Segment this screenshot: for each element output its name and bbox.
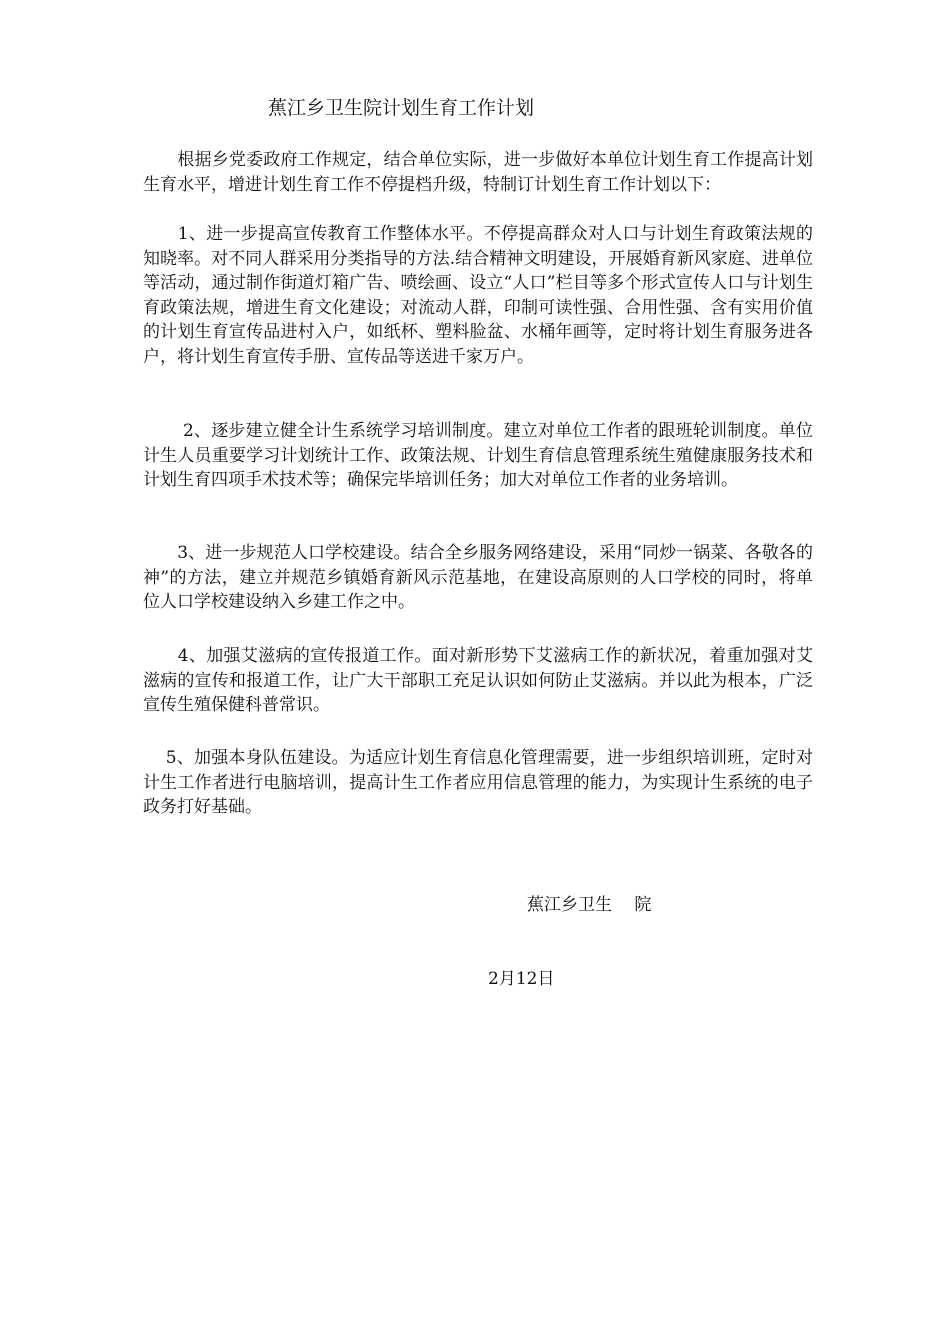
plan-item-3: 3、进一步规范人口学校建设。结合全乡服务网络建设，采用“同炒一锅菜、各敬各的神”的方法，建立并规范乡镇婚育新风示范基地，在建设高原则的人口学校的同时，将单位人口学校建设纳入乡建工作之中。 <box>143 543 813 612</box>
intro-paragraph: 根据乡党委政府工作规定，结合单位实际，进一步做好本单位计划生育工作提高计划生育水平，增进计划生育工作不停提档升级，特制订计划生育工作计划以下： <box>143 150 813 195</box>
plan-item-1: 1、进一步提高宣传教育工作整体水平。不停提高群众对人口与计划生育政策法规的知晓率。对不同人群采用分类指导的方法.结合精神文明建设，开展婚育新风家庭、进单位等活动，通过制作街道灯箱广告、喷绘画、设立“人口”栏目等多个形式宣传人口与计划生育政策法规，增进生育文化建设；对流动人群，印制可读性强、合用性强、含有实用价值的计划生育宣传品进村入户，如纸杯、塑料脸盆、水桶年画等，定时将计划生育服务进各户，将计划生育宣传手册、宣传品等送进千家万户。 <box>143 224 813 367</box>
plan-item-4: 4、加强艾滋病的宣传报道工作。面对新形势下艾滋病工作的新状况，着重加强对艾滋病的宣传和报道工作，让广大干部职工充足认识如何防止艾滋病。并以此为根本，广泛宣传生殖保健科普常识。 <box>143 646 813 715</box>
signature-date: 2月12日 <box>488 969 555 989</box>
signature-organization: 蕉江乡卫生 院 <box>527 895 652 915</box>
plan-item-5: 5、加强本身队伍建设。为适应计划生育信息化管理需要，进一步组织培训班，定时对计生工作者进行电脑培训，提高计生工作者应用信息管理的能力，为实现计生系统的电子政务打好基础。 <box>143 748 813 817</box>
plan-item-2: 2、逐步建立健全计生系统学习培训制度。建立对单位工作者的跟班轮训制度。单位计生人员重要学习计划统计工作、政策法规、计划生育信息管理系统生殖健康服务技术和计划生育四项手术技术等；确保完毕培训任务；加大对单位工作者的业务培训。 <box>143 421 813 490</box>
document-title: 蕉江乡卫生院计划生育工作计划 <box>268 97 535 119</box>
